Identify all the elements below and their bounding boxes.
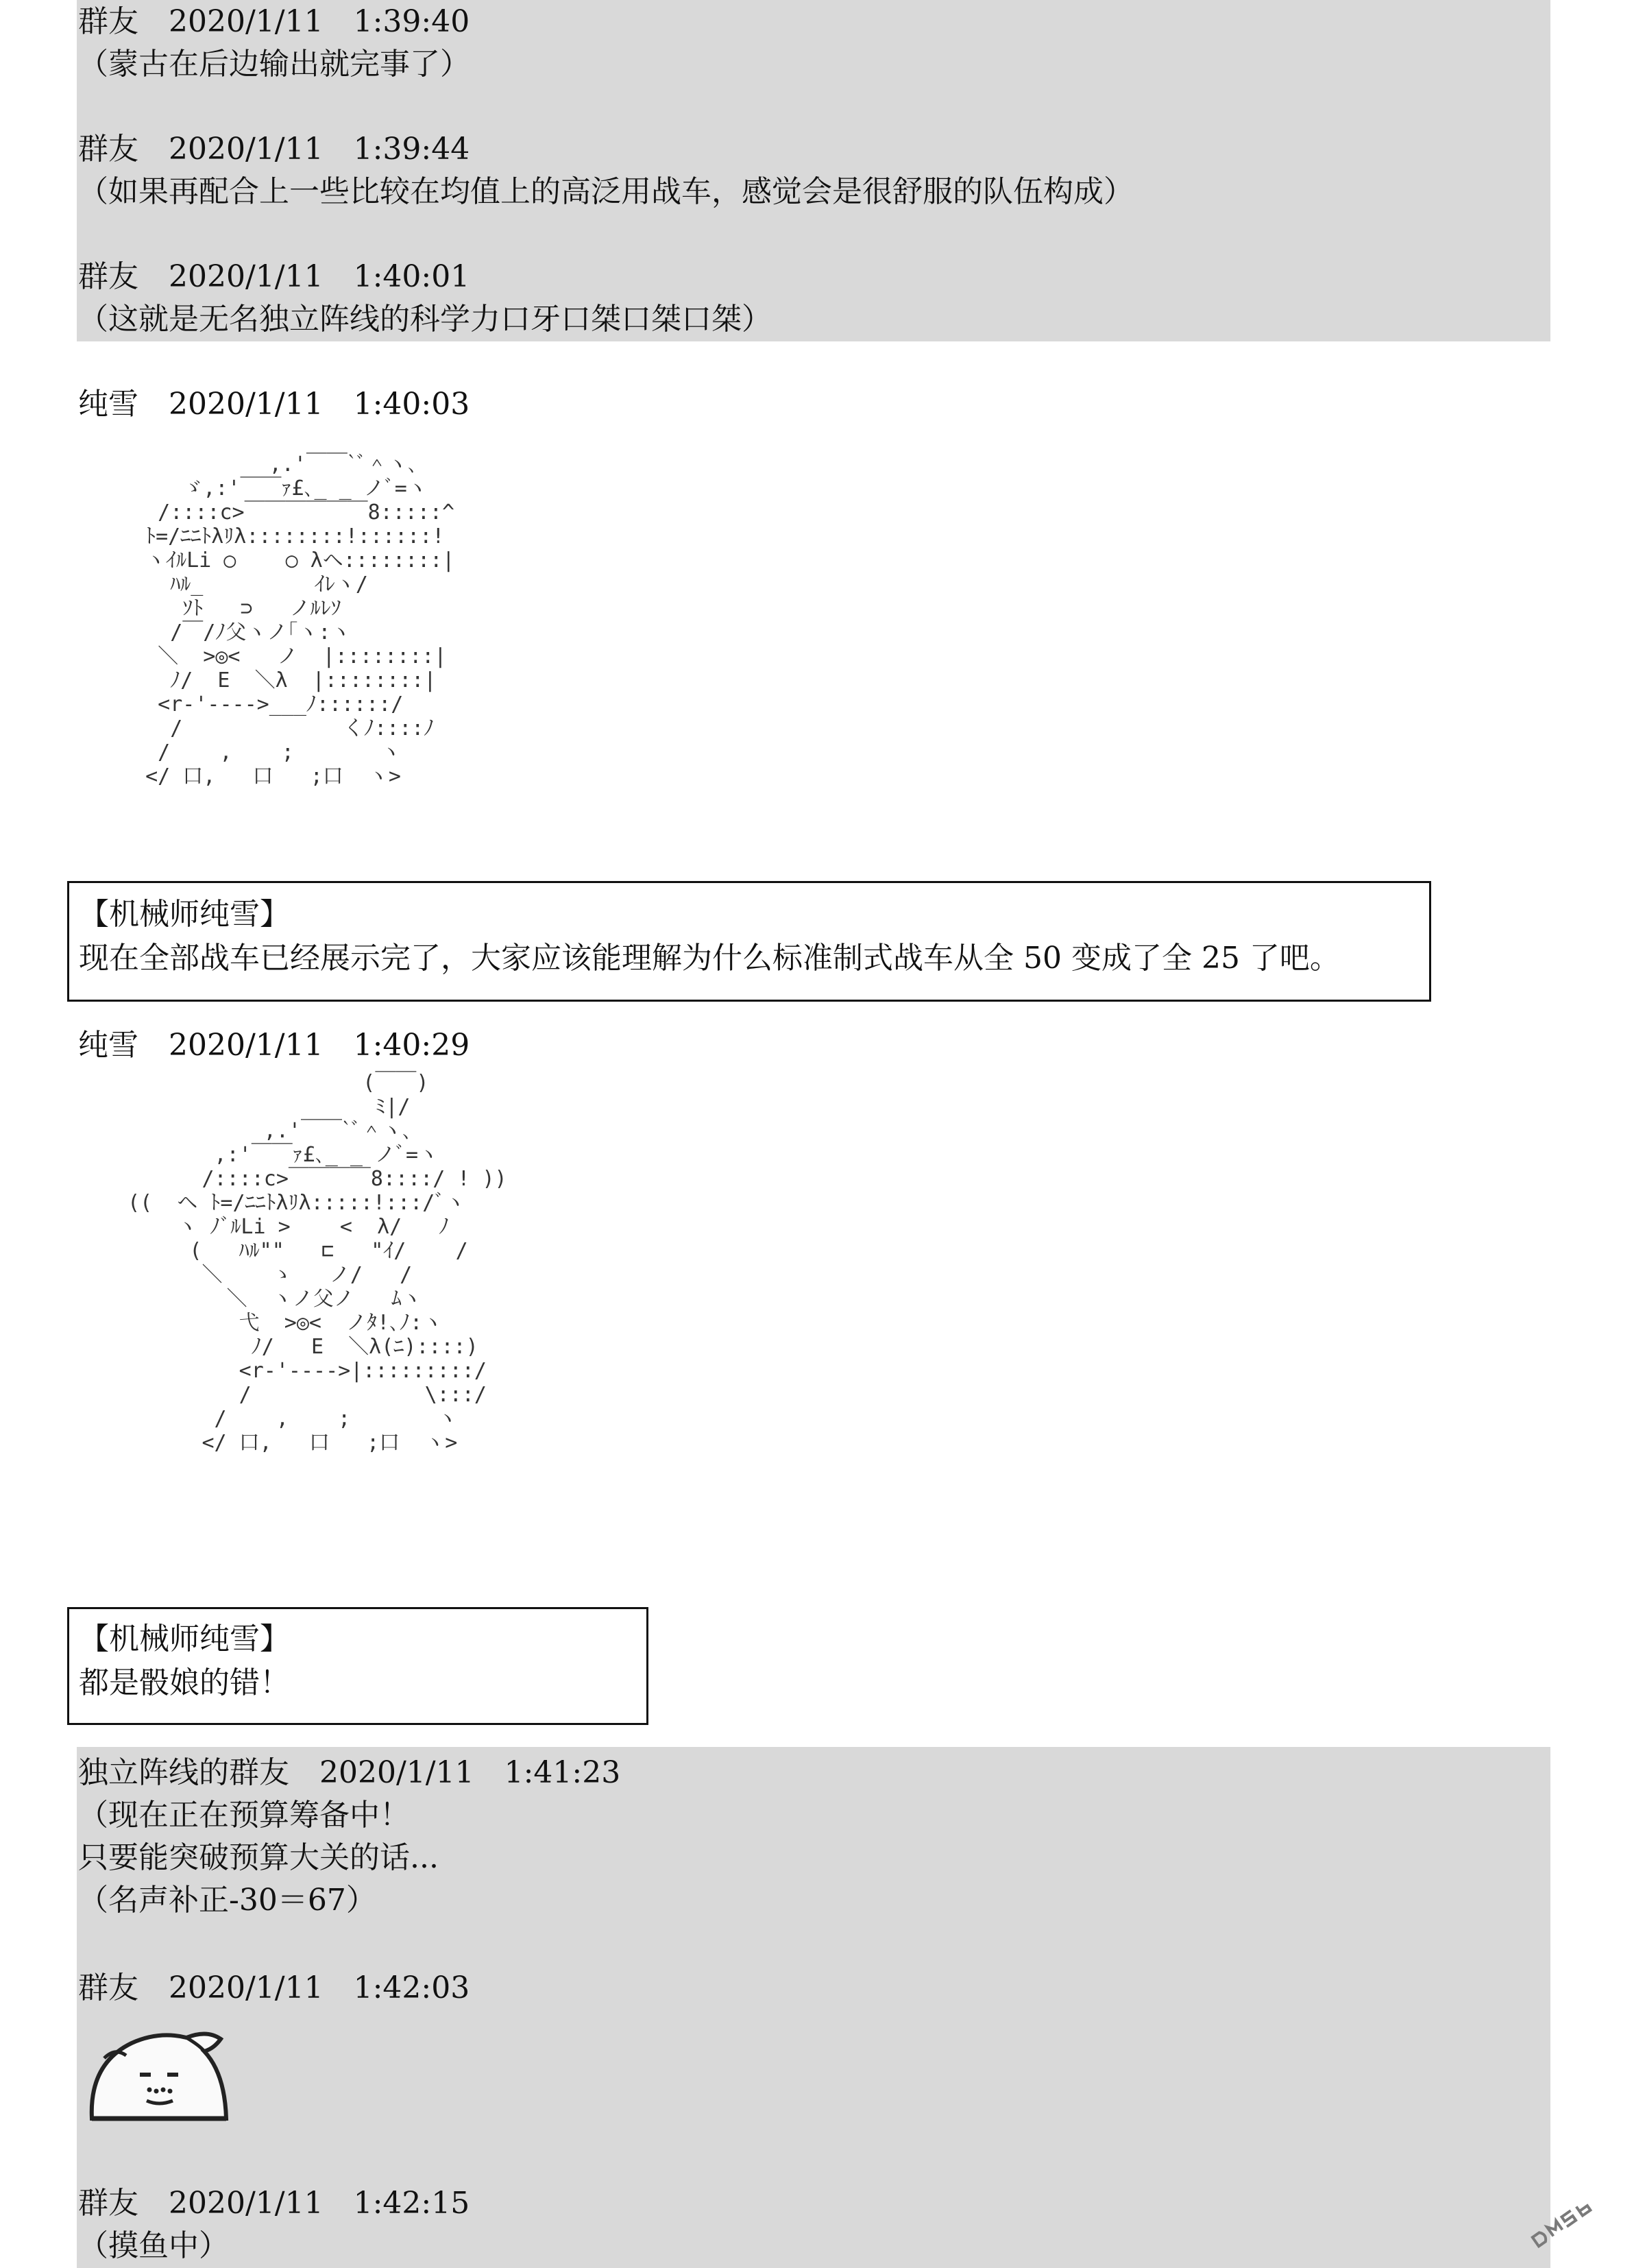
message-text: （名声补正-30＝67） xyxy=(78,1883,376,1918)
message-header: 群友 2020/1/11 1:40:01 xyxy=(78,259,470,294)
message-text: 只要能突破预算大关的话... xyxy=(78,1840,439,1875)
message-text: （摸鱼中） xyxy=(78,2228,229,2263)
message-header: 纯雪 2020/1/11 1:40:03 xyxy=(78,387,470,422)
ascii-art-character: ,.'￣￣`ﾞ＾ヽ､ ゞ,:'￣￣ｧ£､_ _ ノﾞ=ヽ /::::c>￣￣￣￣￣￣8:::::^ ﾄ=/ﾆﾆﾄλﾘλ::::::::!::::::! ヽｲﾙLi ○ ○ λヘ::::::::| ﾊﾙ_ ｲﾚヽ/ ｿﾄ ⊃ ノﾙﾚｿ /￣/ﾉ父ヽノ｢ヽ:ヽ ＼ >◎< ノ |::::::::| ﾉ/ E ＼λ |::::::::| <r-'---->___ﾉ::::::/ / くﾉ::::ﾉ / , ; ヽ </ 口, 口 ;口 ヽ> xyxy=(145,453,455,788)
message-header: 群友 2020/1/11 1:42:15 xyxy=(78,2186,470,2221)
dialogue-box xyxy=(67,1607,648,1725)
message-text: （这就是无名独立阵线的科学力口牙口桀口桀口桀） xyxy=(78,302,772,337)
watermark-logo-icon xyxy=(1517,2180,1613,2256)
message-header: 群友 2020/1/11 1:39:40 xyxy=(78,4,470,39)
message-header: 群友 2020/1/11 1:39:44 xyxy=(78,132,470,167)
message-text: （蒙古在后边输出就完事了） xyxy=(78,47,470,82)
message-text: （现在正在预算筹备中！ xyxy=(78,1798,410,1833)
message-header: 独立阵线的群友 2020/1/11 1:41:23 xyxy=(78,1755,621,1790)
message-text: （如果再配合上一些比较在均值上的高泛用战车，感觉会是很舒服的队伍构成） xyxy=(78,174,1134,209)
ascii-art-character-cheering: (￣￣) ﾐ|/ ,.'￣￣`ﾞ＾ヽ､ ,:'￣￣ｧ£､_ _ ノﾞ=ヽ /::::c>￣￣￣￣8::::/ ! )) (( ヘ ﾄ=/ﾆﾆﾄλﾘλ:::::!:::/ﾞヽ ヽ ﾉﾞﾙLi > < λ/ ﾉ ( ﾊﾙ"" ⊏ "ｲ/ / ＼ ゝ ノ/ / ＼ ヽノ父ノ ﾑヽ 弋 >◎< ノﾀ!､ﾉ:ヽ ﾉ/ E ＼λ(ﾆ)::::) <r-'---->|:::::::::/ / \:::/ / , ; ヽ </ 口, 口 ;口 ヽ> xyxy=(127,1071,507,1455)
message-header: 群友 2020/1/11 1:42:03 xyxy=(78,1970,470,2005)
dialogue-speaker: 【机械师纯雪】 xyxy=(79,897,290,932)
dialogue-text: 都是骰娘的错！ xyxy=(79,1665,290,1700)
dialogue-box xyxy=(67,881,1431,1002)
message-header: 纯雪 2020/1/11 1:40:29 xyxy=(78,1028,470,1063)
dialogue-speaker: 【机械师纯雪】 xyxy=(79,1621,290,1656)
sticker-face-icon xyxy=(84,2016,234,2125)
dialogue-text: 现在全部战车已经展示完了，大家应该能理解为什么标准制式战车从全 50 变成了全 25 了吧。 xyxy=(79,941,1340,976)
